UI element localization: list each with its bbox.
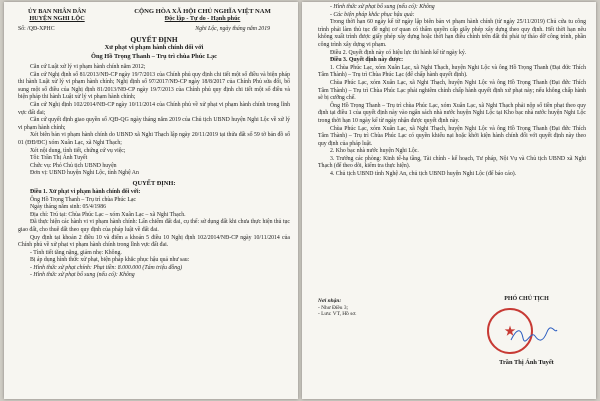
paragraph: Ông Hồ Trọng Thanh – Trụ trì chùa Phúc Lạc: [30, 196, 137, 203]
document-header: [18, 8, 290, 23]
star-icon: ★: [504, 324, 516, 338]
paragraph: - Hình thức xử phạt bổ sung (nếu có): Không: [30, 272, 135, 279]
national-heading: CỘNG HÒA XÃ HỘI CHỦ NGHĨA VIỆT NAM Độc lập - Tự do - Hạnh phúc: [134, 8, 271, 23]
paragraph: Căn cứ Nghị định số 81/2013/NĐ-CP ngày 19/7/2013 của Chính phủ quy định chi tiết một số điều và biện pháp thi hành Luật xử lý vi phạm hành chính; Nghị định số 97/2017/NĐ-CP ngày 18/8/2017 của Chính Phủ sửa đổi, bổ sung một số điều của Nghị định 81/2013/NĐ-CP ngày 19/7/2013 của Chính phủ quy định chi tiết một số điều và biện pháp thi hành Luật xử lý vi phạm hành chính;: [18, 71, 290, 101]
document-number: Số: /QĐ-XPHC: [18, 25, 55, 32]
document-meta: [18, 26, 290, 32]
paragraph: Chùa Phúc Lạc, xóm Xuân Lạc, xã Nghi Thạch, huyện Nghi Lộc và ông Hồ Trọng Thanh (Đại đức Thích Tâm Thành) – Trụ trì Chùa Phúc Lạc có quyền khiếu nại hoặc khởi kiện hành chính đối với quyết định này theo quy định của pháp luật.: [318, 125, 586, 147]
paragraph: Ông Hồ Trọng Thanh – Trụ trì chùa Phúc Lạc, xóm Xuân Lạc, xã Nghi Thạch phải nộp số tiền phạt theo quy định tại điều 1 của quyết định này vào ngân sách nhà nước huyện Nghi Lộc tại Kho bạc nhà nước huyện Nghi Lộc trong thời hạn 10 ngày kể từ ngày nhận được quyết định này.: [318, 102, 586, 124]
recipients: Nơi nhận: - Như Điều 3; - Lưu: VT, Hồ sơ.: [318, 298, 357, 318]
paragraph: Trong thời hạn 60 ngày kể từ ngày lập biên bản vi phạm hành chính (từ ngày 25/11/2019) Chủ cửa tu công trình phải làm thủ tục đề nghị cơ quan có thẩm quyền cấp giấy phép xây dựng theo quy định. Hết thời hạn nêu không xuất trình được giấy phép xây dựng hoặc thời hạn điều chỉnh trên đất thì phải tự tháo dỡ công trình, phần công trình xây dựng vi phạm.: [318, 19, 586, 48]
legal-basis: [18, 64, 290, 178]
paragraph: 4. Chủ tịch UBND tỉnh Nghệ An, chủ tịch UBND huyện Nghi Lộc (để báo cáo).: [330, 171, 517, 178]
paragraph: Bị áp dụng hình thức xử phạt, biện pháp khắc phục hậu quả như sau:: [30, 257, 190, 264]
paragraph: Ngày tháng năm sinh: 05/4/1986: [30, 204, 106, 211]
paragraph: Căn cứ Nghị định 102/2014/NĐ-CP ngày 10/11/2014 của Chính phủ về xử phạt vi phạm hành chính trong lĩnh vực đất đai;: [18, 102, 290, 116]
paragraph: - Hình thức xử phạt chính: Phạt tiền: 8.000.000 (Tám triệu đồng): [30, 264, 183, 271]
paragraph: Chức vụ: Phó Chủ tịch UBND huyện: [30, 162, 117, 169]
document-page-2: [302, 2, 596, 399]
handwritten-signature: [509, 326, 559, 344]
paragraph: Xét biên bản vi phạm hành chính do UBND xã Nghi Thạch lập ngày 20/11/2019 tại thửa đất số 59 tờ bản đồ số 01 (ĐĐ/ĐC) xóm Xuân Lạc, xã Nghi Thạch;: [18, 132, 290, 146]
paragraph: Căn cứ quyết định giao quyền số /QĐ-QG ngày tháng năm 2019 của Chủ tịch UBND huyện Nghi Lộc về xử lý vi phạm hành chính;: [18, 117, 290, 131]
paragraph: Địa chỉ: Trú tại: Chùa Phúc Lạc – xóm Xuân Lạc – xã Nghi Thạch.: [30, 211, 186, 218]
article-1: Điều 1. Xử phạt vi phạm hành chính đối với:: [30, 188, 141, 195]
signature-block: [479, 296, 574, 366]
signer-name: Trần Thị Ánh Tuyết: [499, 359, 554, 366]
paragraph: - Hình thức xử phạt bổ sung (nếu có): Không: [330, 4, 435, 10]
paragraph: Xét nội dung, tình tiết, chứng cứ vụ việc;: [30, 147, 126, 154]
issuing-organization: ỦY BAN NHÂN DÂN HUYỆN NGHI LỘC: [27, 8, 87, 23]
paragraph: Đơn vị: UBND huyện Nghi Lộc, tỉnh Nghệ An: [30, 170, 139, 177]
paragraph: - Tình tiết tăng nặng, giảm nhẹ: Không.: [30, 249, 122, 256]
decision-heading: QUYẾT ĐỊNH:: [132, 179, 176, 187]
paragraph: Chùa Phúc Lạc, xóm Xuân Lạc, xã Nghi Thạch, huyện Nghi Lộc và ông Hồ Trọng Thanh (Đại đức Thích Tâm Thành) – Trụ trì Chùa Phúc Lạc phải nghiêm chỉnh chấp hành quyết định xử phạt này; nếu không chấp hành sẽ bị cưỡng chế.: [318, 79, 586, 102]
article-2: Điều 2. Quyết định này có hiệu lực thi hành kể từ ngày ký.: [330, 49, 467, 56]
document-date: Nghi Lộc, ngày tháng năm 2019: [195, 25, 270, 32]
paragraph: Quy định tại khoản 2 điều 10 và điểm a khoản 5 điều 10 Nghị định 102/2014/NĐ-CP ngày 10/11/2014 của Chính phủ về xử phạt vi phạm hành chính trong lĩnh vực đất đai.: [18, 234, 290, 249]
signatory-title: PHÓ CHỦ TỊCH: [504, 296, 549, 302]
article-3: Điều 3. Quyết định này được:: [330, 57, 404, 64]
paragraph: 2. Kho bạc nhà nước huyện Nghi Lộc.: [330, 148, 419, 155]
paragraph: Đã thực hiện các hành vi vi phạm hành chính: Lấn chiếm đất đai, cụ thể: sử dụng đất khi chưa thực hiện thủ tục giao đất, cho thuê đất theo quy định của pháp luật về đất đai.: [18, 219, 290, 233]
document-title: QUYẾT ĐỊNH Xử phạt vi phạm hành chính đối với Ông Hồ Trọng Thanh – Trụ trì chùa Phúc Lạc: [90, 34, 217, 60]
paragraph: Tôi: Trần Thị Ánh Tuyết: [30, 155, 88, 162]
document-page-1: [4, 2, 298, 399]
paragraph: - Các biện pháp khắc phục hậu quả:: [330, 11, 415, 18]
paragraph: Căn cứ Luật xử lý vi phạm hành chính năm 2012;: [30, 64, 146, 71]
paragraph: 3. Trưởng các phòng: Kinh tế-hạ tầng, Tài chính - kế hoạch, Tư pháp, Nội Vụ và Chủ tịch UBND xã Nghi Thạch (để theo dõi, kiểm tra thực hiện).: [318, 155, 586, 170]
paragraph: 1. Chùa Phúc Lạc, xóm Xuân Lạc, xã Nghi Thạch, huyện Nghi Lộc và ông Hồ Trọng Thanh (Đại đức Thích Tâm Thành) – Trụ trì Chùa Phúc Lạc (để chấp hành quyết định).: [318, 64, 586, 79]
